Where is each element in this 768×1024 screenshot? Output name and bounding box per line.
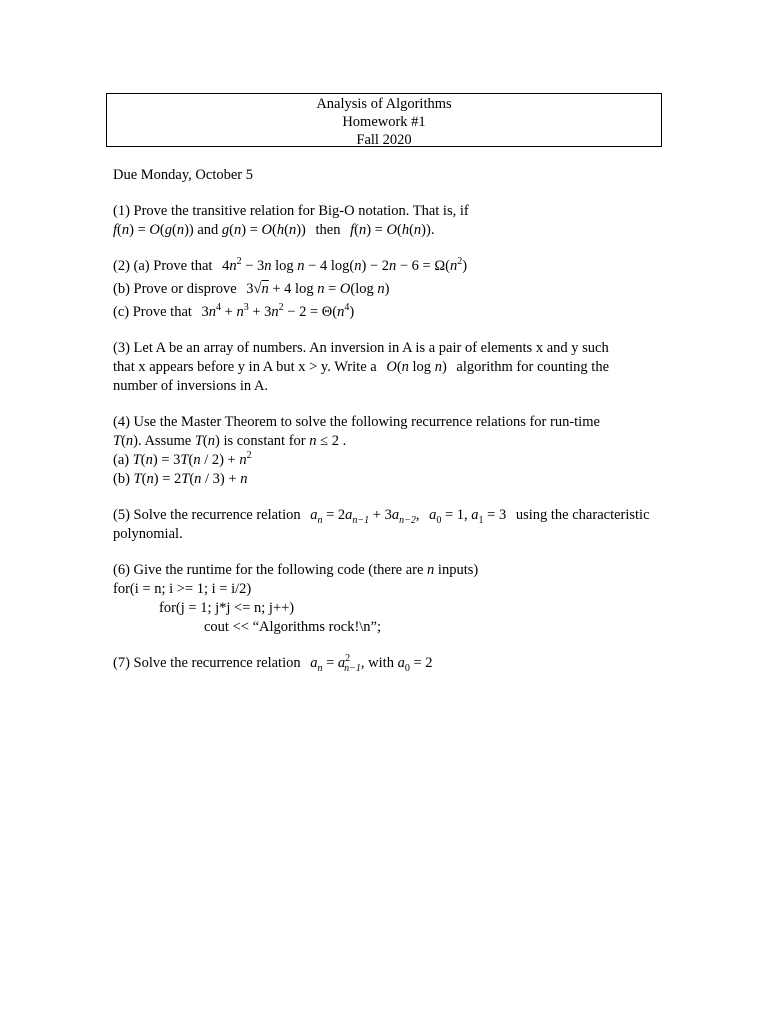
q7-formula: $a_n = a^2_{n-1}$ [310, 653, 361, 674]
q1-formula: f(n) = O(g(n)) and g(n) = O(h(n)) then f(n) = O(h(n)). [113, 222, 435, 238]
q1-expr-f: f(n) = O(g(n)) [113, 222, 194, 238]
q1-text: (1) Prove the transitive relation for Big-O notation. That is, if [113, 203, 469, 219]
q4b-formula: T(n) = 2T(n / 3) + n [133, 471, 248, 487]
q2b-formula: 3√n + 4 log n = O(log n) [246, 281, 390, 297]
question-5 [113, 506, 673, 544]
q5-line2: polynomial. [113, 526, 183, 542]
q2c-formula: $3n^4 + n^3 + 3n^2 - 2 = \Theta(n^4)$ [201, 302, 355, 320]
q3-line3: number of inversions in A. [113, 378, 269, 394]
term-title: Fall 2020 [356, 132, 412, 148]
q5-formula: $a_n = 2a_{n-1} + 3a_{n-2}$, [310, 507, 420, 526]
q6-code-inner: for(j = 1; j*j <= n; j++) [159, 600, 295, 616]
q4b: (b) T(n) = 2T(n / 3) + n [113, 471, 248, 487]
q6-code-outer: for(i = n; i >= 1; i = i/2) [113, 581, 252, 597]
q1-then: then [315, 222, 341, 238]
homework-body [113, 166, 673, 673]
q1-expr-conclusion: f(n) = O(h(n)) [350, 222, 431, 238]
q4a: (a) $T(n) = 3T(n / 2) + n^2$ [113, 450, 252, 468]
q4a-formula: $T(n) = 3T(n / 2) + n^2$ [132, 450, 252, 468]
question-2 [113, 257, 673, 322]
q4-line2: T(n). Assume T(n) is constant for n ≤ 2 . [113, 433, 347, 449]
question-6 [113, 561, 673, 637]
q6-code-body: cout << “Algorithms rock!\n”; [204, 619, 382, 635]
q7-line1: (7) Solve the recurrence relation $a_n = a^2_{n-1}$, with $a_0 = 2$ [113, 653, 433, 674]
question-4 [113, 413, 673, 489]
q2c: (c) Prove that $3n^4 + n^3 + 3n^2 - 2 = \Theta(n^4)$ [113, 302, 355, 320]
q2b: (b) Prove or disprove 3√n + 4 log n = O(log n) [113, 281, 390, 297]
question-7 [113, 654, 673, 673]
q7-initial: $a_0 = 2$ [397, 655, 433, 674]
q6-line1: (6) Give the runtime for the following code (there are n inputs) [113, 562, 479, 578]
q5-initial: $a_0 = 1$, $a_1 = 3$ [429, 507, 507, 526]
assignment-title: Homework #1 [342, 114, 426, 130]
q3-line2: that x appears before y in A but x > y. Write a O(n log n) algorithm for counting the [113, 359, 610, 375]
q1-and: and [197, 222, 219, 238]
due-date: Due Monday, October 5 [113, 167, 253, 183]
q3-line1: (3) Let A be an array of numbers. An inversion in A is a pair of elements x and y such [113, 340, 609, 356]
question-1 [113, 202, 673, 240]
q1-expr-g: g(n) = O(h(n)) [221, 222, 306, 238]
question-3 [113, 339, 673, 396]
course-title: Analysis of Algorithms [316, 96, 452, 112]
q2a: (2) (a) Prove that $4n^2 - 3n$ log n − 4 $\log(n) - 2n - 6 = \Omega(n^2)$ [113, 256, 468, 274]
q2a-formula: $4n^2 - 3n$ log n − 4 $\log(n) - 2n - 6 = \Omega(n^2)$ [222, 256, 468, 274]
q5-line1: (5) Solve the recurrence relation $a_n = 2a_{n-1} + 3a_{n-2}$, $a_0 = 1$, $a_1 = 3$ using the characteristic [113, 507, 650, 526]
q3-complexity: O(n log n) [386, 359, 447, 375]
title-box [106, 93, 662, 147]
q4-line1: (4) Use the Master Theorem to solve the following recurrence relations for run-time [113, 414, 600, 430]
